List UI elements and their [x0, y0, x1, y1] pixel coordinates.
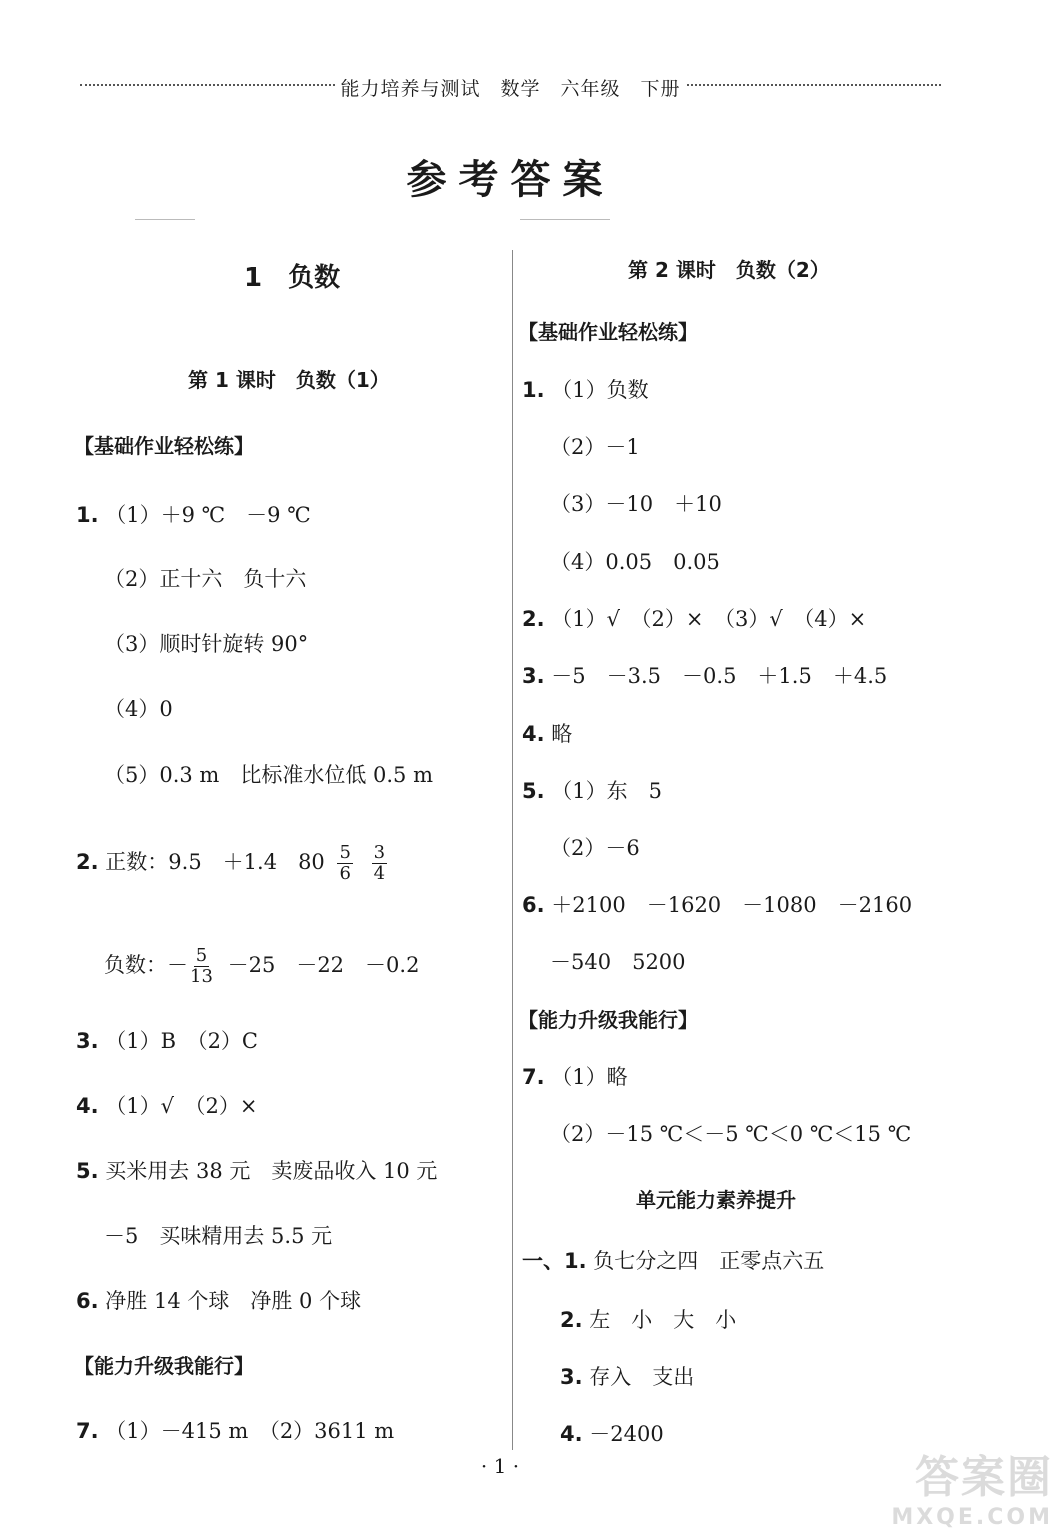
question-number: 5. — [76, 1159, 99, 1183]
negative-prefix: 负数：－ — [104, 953, 188, 977]
positive-list: 正数：9.5 ＋1.4 80 — [105, 850, 325, 874]
page-title: 参考答案 — [406, 157, 615, 203]
r-unit-3 — [560, 1363, 694, 1391]
answer-7 — [76, 1417, 394, 1445]
question-number: 5. — [522, 779, 545, 803]
question-number: 2. — [560, 1308, 583, 1332]
answer-text: －2400 — [589, 1422, 664, 1446]
r-answer-1-2: （2）－1 — [550, 435, 640, 459]
question-number: 7. — [522, 1065, 545, 1089]
section-ability-right: 【能力升级我能行】 — [518, 1008, 698, 1032]
question-number: 6. — [522, 893, 545, 917]
title-rule-right — [520, 219, 610, 220]
answer-2-positive — [76, 843, 393, 884]
question-number: 3. — [560, 1365, 583, 1389]
r-answer-1-4: （4）0.05 0.05 — [550, 550, 720, 574]
r-unit-2 — [560, 1306, 736, 1334]
r-answer-3 — [522, 662, 887, 690]
answer-4 — [76, 1092, 257, 1120]
header-leader-right — [687, 84, 942, 86]
r-answer-1-1 — [522, 376, 649, 404]
header-leader-left — [80, 84, 335, 86]
question-number: 一、1. — [522, 1249, 587, 1273]
answer-text: （1）√ （2）× — [105, 1094, 258, 1118]
answer-5-cont: －5 买味精用去 5.5 元 — [104, 1224, 333, 1248]
r-answer-7-2: （2）－15 ℃＜－5 ℃＜0 ℃＜15 ℃ — [550, 1122, 912, 1146]
r-unit-4 — [560, 1420, 664, 1448]
answer-text: －5 －3.5 －0.5 ＋1.5 ＋4.5 — [551, 664, 888, 688]
r-answer-6 — [522, 891, 912, 919]
column-divider — [512, 250, 513, 1450]
question-number: 3. — [76, 1029, 99, 1053]
answer-text: 存入 支出 — [589, 1365, 695, 1389]
answer-1-1 — [76, 501, 311, 529]
title-rule-left — [135, 219, 195, 220]
answer-1-2: （2）正十六 负十六 — [104, 567, 307, 591]
answer-text: 略 — [551, 722, 573, 746]
answer-text: （1）√ （2）× （3）√ （4）× — [551, 607, 867, 631]
running-header — [80, 72, 941, 102]
unit-title: 1 负数 — [244, 263, 341, 293]
answer-text: （1）负数 — [551, 378, 649, 402]
r-answer-5-1 — [522, 777, 662, 805]
answer-3 — [76, 1027, 258, 1055]
answer-2-negative — [104, 946, 419, 987]
answer-1-5: （5）0.3 m 比标准水位低 0.5 m — [104, 763, 434, 787]
header-text: 能力培养与测试 数学 六年级 下册 — [340, 77, 681, 100]
question-number: 6. — [76, 1289, 99, 1313]
answer-text: ＋2100 －1620 －1080 －2160 — [551, 893, 913, 917]
question-number: 7. — [76, 1419, 99, 1443]
answer-text: 买米用去 38 元 卖废品收入 10 元 — [105, 1159, 438, 1183]
r-answer-7-1 — [522, 1063, 628, 1091]
answer-1-3: （3）顺时针旋转 90° — [104, 632, 309, 656]
question-number: 4. — [76, 1094, 99, 1118]
page-number: · 1 · — [480, 1454, 520, 1478]
question-number: 2. — [522, 607, 545, 631]
question-number: 2. — [76, 850, 99, 874]
question-number: 3. — [522, 664, 545, 688]
answer-text: 负七分之四 正零点六五 — [593, 1249, 825, 1273]
watermark-logo — [883, 1440, 1053, 1530]
lesson-title-2: 第 2 课时 负数（2） — [628, 258, 830, 282]
watermark-mark: 答案圈 — [915, 1452, 1053, 1503]
answer-text: 左 小 大 小 — [589, 1308, 737, 1332]
fraction-5-6: $\frac{5}{6}$ — [339, 842, 351, 884]
answer-text: （1）略 — [551, 1065, 628, 1089]
r-answer-6-cont: －540 5200 — [550, 950, 686, 974]
r-unit-1 — [522, 1247, 824, 1275]
unit-section-title: 单元能力素养提升 — [636, 1188, 796, 1212]
negative-list: －25 －22 －0.2 — [227, 953, 420, 977]
watermark-site: MXQE.COM — [891, 1505, 1053, 1530]
answer-text: 净胜 14 个球 净胜 0 个球 — [105, 1289, 362, 1313]
lesson-title-1: 第 1 课时 负数（1） — [188, 368, 390, 392]
answer-1-4: （4）0 — [104, 697, 173, 721]
r-answer-4 — [522, 720, 572, 748]
section-ability-left: 【能力升级我能行】 — [74, 1354, 254, 1378]
answer-text: （1）＋9 ℃ －9 ℃ — [105, 503, 311, 527]
question-number: 1. — [522, 378, 545, 402]
fraction-3-4: $\frac{3}{4}$ — [373, 842, 386, 884]
question-number: 4. — [522, 722, 545, 746]
question-number: 4. — [560, 1422, 583, 1446]
answer-text: （1）东 5 — [551, 779, 663, 803]
r-answer-1-3: （3）－10 ＋10 — [550, 492, 722, 516]
answer-text: （1）－415 m （2）3611 m — [105, 1419, 395, 1443]
fraction-5-13: $\frac{5}{13}$ — [190, 945, 213, 987]
r-answer-5-2: （2）－6 — [550, 836, 640, 860]
section-basic-left: 【基础作业轻松练】 — [74, 434, 254, 458]
answer-5 — [76, 1157, 437, 1185]
question-number: 1. — [76, 503, 99, 527]
answer-6 — [76, 1287, 361, 1315]
r-answer-2 — [522, 605, 866, 633]
section-basic-right: 【基础作业轻松练】 — [518, 320, 698, 344]
answer-text: （1）B （2）C — [105, 1029, 259, 1053]
